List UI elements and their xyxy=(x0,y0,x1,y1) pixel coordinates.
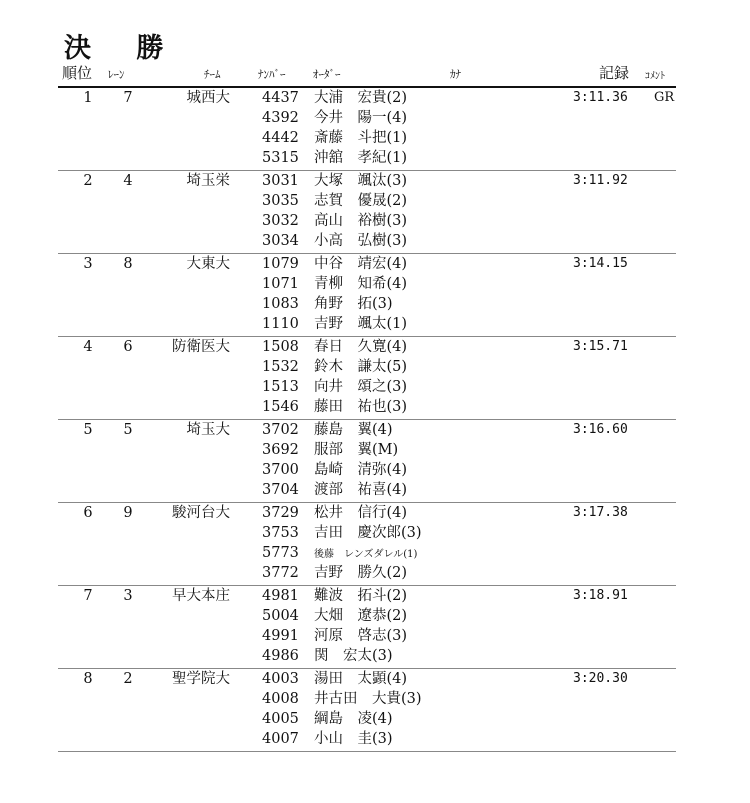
runner-number: 4392 xyxy=(262,110,299,126)
runner-list xyxy=(262,586,407,666)
runner-row xyxy=(262,294,407,314)
record-cell: 3:15.71 xyxy=(573,339,628,354)
runner-number: 3702 xyxy=(262,422,299,438)
runner-name: 井古田 大貴(3) xyxy=(314,691,422,707)
result-row xyxy=(58,503,676,586)
runner-number: 3692 xyxy=(262,442,299,458)
team-cell: 城西大 xyxy=(186,90,230,106)
record-cell: 3:11.36 xyxy=(573,90,628,105)
runner-row xyxy=(262,503,422,523)
record-cell: 3:11.92 xyxy=(573,173,628,188)
rank-cell: 3 xyxy=(83,256,93,272)
record-cell: 3:20.30 xyxy=(573,671,628,686)
runner-name: 河原 啓志(3) xyxy=(314,628,408,644)
runner-name: 島崎 清弥(4) xyxy=(314,462,408,478)
runner-name: 大浦 宏貴(2) xyxy=(314,90,408,106)
runner-list xyxy=(262,88,407,168)
runner-number: 3031 xyxy=(262,173,299,189)
header-number: ﾅﾝﾊﾞｰ xyxy=(258,68,286,81)
header-record: 記録 xyxy=(599,64,630,82)
runner-row xyxy=(262,563,422,583)
record-cell: 3:14.15 xyxy=(573,256,628,271)
runner-row xyxy=(262,397,407,417)
team-cell: 大東大 xyxy=(186,256,230,272)
runner-name: 沖舘 孝紀(1) xyxy=(314,150,408,166)
runner-row xyxy=(262,709,422,729)
runner-number: 4991 xyxy=(262,628,299,644)
runner-row xyxy=(262,440,407,460)
header-kana: ｶﾅ xyxy=(450,68,461,81)
runner-name: 関 宏太(3) xyxy=(314,648,393,664)
runner-row xyxy=(262,646,407,666)
lane-cell: 3 xyxy=(123,588,133,604)
runner-number: 3034 xyxy=(262,233,299,249)
runner-number: 4442 xyxy=(262,130,299,146)
lane-cell: 9 xyxy=(123,505,133,521)
rank-cell: 6 xyxy=(83,505,93,521)
lane-cell: 4 xyxy=(123,173,133,189)
runner-name: 吉野 勝久(2) xyxy=(314,565,408,581)
runner-number: 4003 xyxy=(262,671,299,687)
team-cell: 防衛医大 xyxy=(172,339,230,355)
result-row xyxy=(58,337,676,420)
runner-name: 湯田 太顕(4) xyxy=(314,671,408,687)
result-row xyxy=(58,254,676,337)
runner-name: 藤田 祐也(3) xyxy=(314,399,408,415)
runner-row xyxy=(262,231,407,251)
runner-name: 志賀 優晟(2) xyxy=(314,193,408,209)
runner-list xyxy=(262,669,422,749)
runner-number: 3753 xyxy=(262,525,299,541)
team-cell: 聖学院大 xyxy=(172,671,230,687)
runner-row xyxy=(262,480,407,500)
runner-name: 高山 裕樹(3) xyxy=(314,213,408,229)
runner-row xyxy=(262,543,422,563)
runner-name: 吉田 慶次郎(3) xyxy=(314,525,422,541)
team-cell: 埼玉栄 xyxy=(186,173,230,189)
runner-list xyxy=(262,337,407,417)
header-lane: ﾚｰﾝ xyxy=(108,68,125,81)
runner-name: 綱島 凌(4) xyxy=(314,711,393,727)
results-table xyxy=(58,88,676,752)
runner-name: 渡部 祐喜(4) xyxy=(314,482,408,498)
runner-row xyxy=(262,191,407,211)
runner-number: 3700 xyxy=(262,462,299,478)
team-cell: 駿河台大 xyxy=(172,505,230,521)
rank-cell: 7 xyxy=(83,588,93,604)
runner-row xyxy=(262,586,407,606)
runner-name: 大畑 遼恭(2) xyxy=(314,608,408,624)
runner-row xyxy=(262,88,407,108)
runner-number: 4437 xyxy=(262,90,299,106)
runner-number: 1110 xyxy=(262,316,299,332)
runner-name: 藤島 翼(4) xyxy=(314,422,393,438)
header-team: ﾁｰﾑ xyxy=(204,68,221,81)
runner-number: 3704 xyxy=(262,482,299,498)
runner-row xyxy=(262,274,407,294)
page-title: 決 勝 xyxy=(64,33,182,64)
runner-row xyxy=(262,314,407,334)
runner-row xyxy=(262,377,407,397)
runner-number: 4007 xyxy=(262,731,299,747)
runner-name: 服部 翼(M) xyxy=(314,442,399,458)
runner-row xyxy=(262,729,422,749)
runner-row xyxy=(262,420,407,440)
runner-number: 1071 xyxy=(262,276,299,292)
comment-cell: GR xyxy=(654,90,675,105)
record-cell: 3:16.60 xyxy=(573,422,628,437)
team-cell: 埼玉大 xyxy=(186,422,230,438)
runner-row xyxy=(262,689,422,709)
record-cell: 3:18.91 xyxy=(573,588,628,603)
runner-row xyxy=(262,337,407,357)
runner-number: 1532 xyxy=(262,359,299,375)
runner-number: 5773 xyxy=(262,545,299,561)
runner-name: 後藤 レンズダレル(1) xyxy=(314,549,418,560)
runner-number: 3032 xyxy=(262,213,299,229)
runner-row xyxy=(262,523,422,543)
runner-name: 大塚 颯汰(3) xyxy=(314,173,408,189)
result-row xyxy=(58,586,676,669)
runner-name: 小高 弘樹(3) xyxy=(314,233,408,249)
runner-number: 1546 xyxy=(262,399,299,415)
runner-name: 斎藤 斗把(1) xyxy=(314,130,408,146)
lane-cell: 5 xyxy=(123,422,133,438)
lane-cell: 7 xyxy=(123,90,133,106)
runner-row xyxy=(262,626,407,646)
runner-name: 角野 拓(3) xyxy=(314,296,393,312)
runner-row xyxy=(262,460,407,480)
runner-number: 4981 xyxy=(262,588,299,604)
runner-name: 鈴木 謙太(5) xyxy=(314,359,408,375)
runner-name: 松井 信行(4) xyxy=(314,505,408,521)
runner-list xyxy=(262,503,422,583)
runner-number: 5004 xyxy=(262,608,299,624)
runner-number: 1083 xyxy=(262,296,299,312)
runner-number: 3035 xyxy=(262,193,299,209)
runner-name: 今井 陽一(4) xyxy=(314,110,408,126)
runner-name: 向井 頌之(3) xyxy=(314,379,408,395)
runner-row xyxy=(262,108,407,128)
runner-number: 1513 xyxy=(262,379,299,395)
runner-name: 春日 久寛(4) xyxy=(314,339,408,355)
team-cell: 早大本庄 xyxy=(172,588,230,604)
header-comment: ｺﾒﾝﾄ xyxy=(645,71,665,82)
lane-cell: 2 xyxy=(123,671,133,687)
runner-number: 4986 xyxy=(262,648,299,664)
rank-cell: 2 xyxy=(83,173,93,189)
runner-number: 3772 xyxy=(262,565,299,581)
runner-number: 5315 xyxy=(262,150,299,166)
result-row xyxy=(58,88,676,171)
runner-name: 中谷 靖宏(4) xyxy=(314,256,408,272)
runner-list xyxy=(262,254,407,334)
runner-row xyxy=(262,128,407,148)
header-rank: 順位 xyxy=(62,64,93,82)
runner-list xyxy=(262,171,407,251)
runner-number: 1508 xyxy=(262,339,299,355)
runner-number: 1079 xyxy=(262,256,299,272)
runner-row xyxy=(262,171,407,191)
runner-name: 小山 圭(3) xyxy=(314,731,393,747)
runner-name: 難波 拓斗(2) xyxy=(314,588,408,604)
runner-row xyxy=(262,148,407,168)
runner-list xyxy=(262,420,407,500)
runner-name: 青柳 知希(4) xyxy=(314,276,408,292)
runner-number: 4008 xyxy=(262,691,299,707)
runner-number: 3729 xyxy=(262,505,299,521)
rank-cell: 5 xyxy=(83,422,93,438)
lane-cell: 6 xyxy=(123,339,133,355)
result-row xyxy=(58,420,676,503)
runner-row xyxy=(262,357,407,377)
rank-cell: 4 xyxy=(83,339,93,355)
runner-row xyxy=(262,254,407,274)
runner-number: 4005 xyxy=(262,711,299,727)
rank-cell: 1 xyxy=(83,90,93,106)
runner-row xyxy=(262,669,422,689)
record-cell: 3:17.38 xyxy=(573,505,628,520)
rank-cell: 8 xyxy=(83,671,93,687)
header-order: ｵｰﾀﾞｰ xyxy=(313,68,341,81)
lane-cell: 8 xyxy=(123,256,133,272)
result-row xyxy=(58,669,676,752)
runner-name: 吉野 颯太(1) xyxy=(314,316,408,332)
result-row xyxy=(58,171,676,254)
runner-row xyxy=(262,211,407,231)
runner-row xyxy=(262,606,407,626)
